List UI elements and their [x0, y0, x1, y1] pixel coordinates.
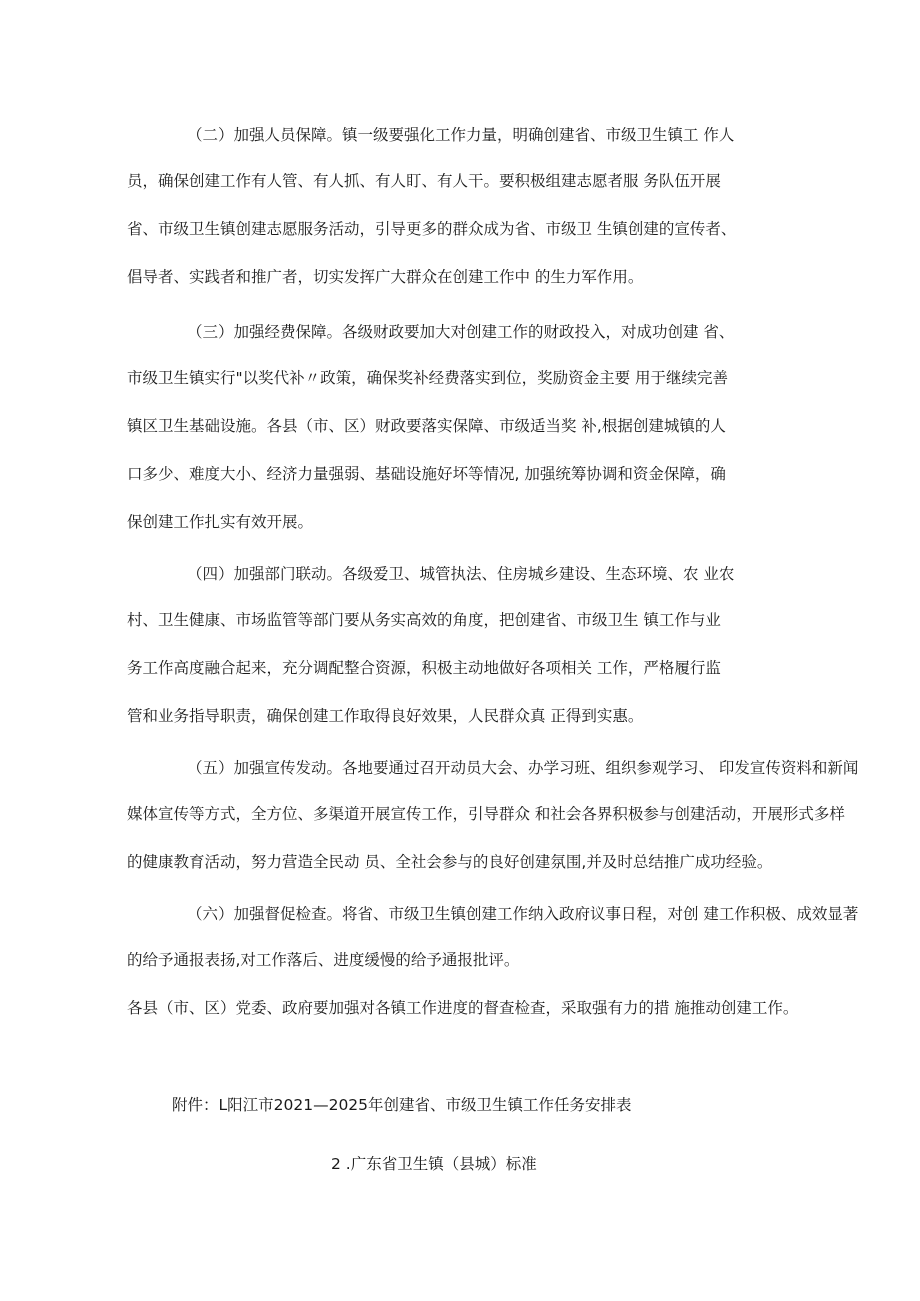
- para-2-line-2: 员，确保创建工作有人管、有人抓、有人盯、有人干。要积极组建志愿者服 务队伍开展: [127, 172, 721, 190]
- para-5-line-3: 的健康教育活动，努力营造全民动 员、全社会参与的良好创建氛围,并及时总结推广成功经验。: [127, 853, 773, 871]
- para-6-line-3: 各县（市、区）党委、政府要加强对各镇工作进度的督查检查，采取强有力的措 施推动创建工作。: [127, 999, 799, 1017]
- para-4-line-2: 村、卫生健康、市场监管等部门要从务实高效的角度，把创建省、市级卫生 镇工作与业: [127, 611, 721, 629]
- attachment-line-1: 附件：L阳江市2021—2025年创建省、市级卫生镇工作任务安排表: [172, 1096, 632, 1114]
- para-3-line-5: 保创建工作扎实有效开展。: [127, 513, 314, 531]
- para-3-line-2: 市级卫生镇实行"以奖代补〃政策，确保奖补经费落实到位，奖励资金主要 用于继续完善: [127, 369, 729, 387]
- para-2-line-3: 省、市级卫生镇创建志愿服务活动，引导更多的群众成为省、市级卫 生镇创建的宣传者、: [127, 220, 737, 238]
- attachment-line-2: 2 .广东省卫生镇（县城）标准: [331, 1155, 537, 1173]
- para-5-line-2: 媒体宣传等方式，全方位、多渠道开展宣传工作，引导群众 和社会各界积极参与创建活动，开展形式多样: [127, 805, 845, 823]
- para-2-line-4: 倡导者、实践者和推广者，切实发挥广大群众在创建工作中 的生力军作用。: [127, 268, 644, 286]
- para-3-line-3: 镇区卫生基础设施。各县（市、区）财政要落实保障、市级适当奖 补,根据创建城镇的人: [127, 417, 726, 435]
- para-6-line-2: 的给予通报表扬,对工作落后、进度缓慢的给予通报批评。: [127, 951, 520, 969]
- para-6-line-1: （六）加强督促检查。将省、市级卫生镇创建工作纳入政府议事日程，对创 建工作积极、成效显著: [187, 905, 859, 923]
- para-4-line-1: （四）加强部门联动。各级爱卫、城管执法、住房城乡建设、生态环境、农 业农: [187, 565, 735, 583]
- para-3-line-4: 口多少、难度大小、经济力量强弱、基础设施好坏等情况, 加强统筹协调和资金保障，确: [127, 465, 726, 483]
- para-3-line-1: （三）加强经费保障。各级财政要加大对创建工作的财政投入，对成功创建 省、: [187, 323, 735, 341]
- para-4-line-3: 务工作高度融合起来，充分调配整合资源，积极主动地做好各项相关 工作，严格履行监: [127, 659, 721, 677]
- para-2-line-1: （二）加强人员保障。镇一级要强化工作力量，明确创建省、市级卫生镇工 作人: [187, 126, 735, 144]
- para-5-line-1: （五）加强宣传发动。各地要通过召开动员大会、办学习班、组织参观学习、 印发宣传资料和新闻: [187, 759, 859, 777]
- para-4-line-4: 管和业务指导职责，确保创建工作取得良好效果，人民群众真 正得到实惠。: [127, 707, 644, 725]
